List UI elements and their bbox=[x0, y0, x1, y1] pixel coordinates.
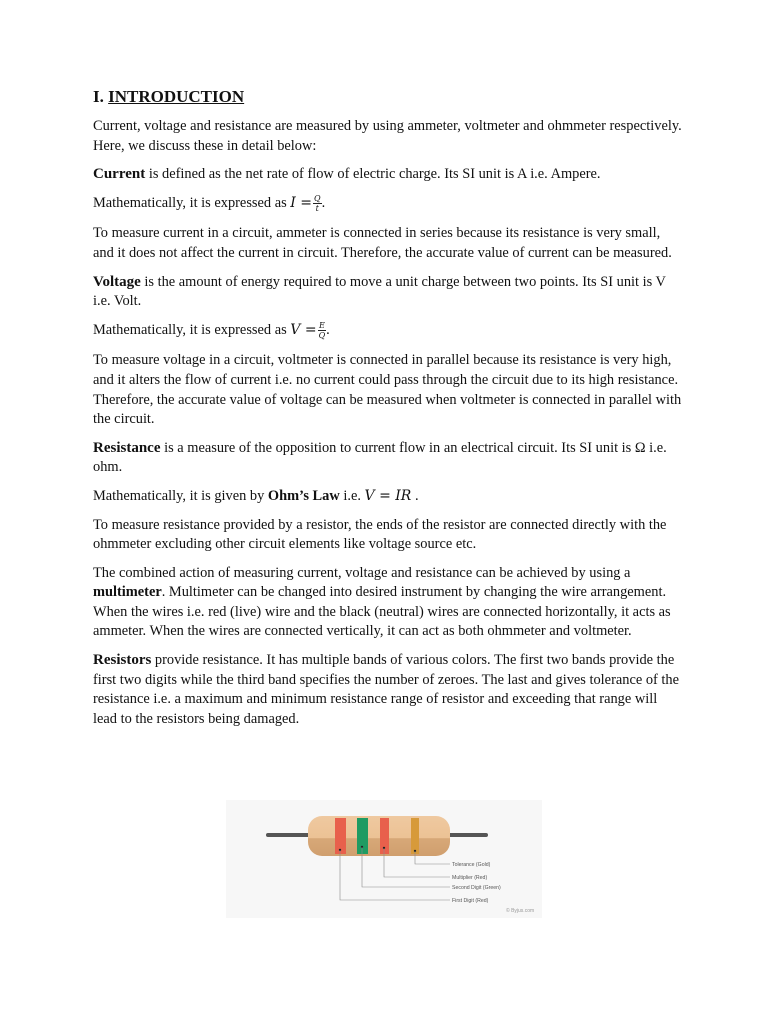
current-fraction-numerator: Q bbox=[314, 193, 321, 203]
label-second-digit: Second Digit (Green) bbox=[452, 885, 501, 891]
voltage-measurement-paragraph: To measure voltage in a circuit, voltmeter is connected in parallel because its resistance is very high, and it alters the flow of current i.e. no current could pass through the circuit due to its high resistance. Therefore, the accurate value of voltage can be measured when voltmeter is connected in parallel with the circuit. bbox=[93, 352, 682, 428]
band-first-digit-red bbox=[335, 818, 346, 854]
voltage-formula-prefix: Mathematically, it is expressed as bbox=[93, 321, 291, 338]
resistance-formula-end: . bbox=[411, 487, 419, 504]
resistance-formula-prefix: Mathematically, it is given by bbox=[93, 487, 268, 504]
resistance-term: Resistance bbox=[93, 439, 161, 456]
voltage-definition-text: is the amount of energy required to move a unit charge between two points. Its SI unit is V i.e. Volt. bbox=[93, 273, 666, 310]
multimeter-paragraph-post: . Multimeter can be changed into desired instrument by changing the wire arrangement. When the wires i.e. red (live) wire and the black (neutral) wires are connected horizontally, it acts as ammeter. When the wires are connected vertically, it can act as both ohmmeter and voltmeter. bbox=[93, 584, 671, 640]
resistance-formula bbox=[93, 487, 683, 507]
current-formula bbox=[93, 194, 683, 214]
current-formula-end: . bbox=[321, 194, 326, 211]
voltage-fraction bbox=[318, 321, 327, 340]
callout-line-first-digit bbox=[340, 850, 450, 900]
voltage-formula bbox=[93, 321, 683, 341]
resistors-term: Resistors bbox=[93, 652, 152, 669]
current-fraction bbox=[313, 194, 322, 213]
resistors-definition-text: provide resistance. It has multiple bands of various colors. The first two bands provide the first two digits while the third band specifies the number of zeroes. The last and gives tolerance of the resistance i.e. a maximum and minimum resistance range of resistor and exceeding that range will lead to the resistors being damaged. bbox=[93, 652, 679, 727]
intro-paragraph: Current, voltage and resistance are measured by using ammeter, voltmeter and ohmmeter respectively. Here, we discuss these in detail below: bbox=[93, 118, 682, 154]
section-number: I. bbox=[93, 87, 104, 106]
current-formula-prefix: Mathematically, it is expressed as bbox=[93, 194, 291, 211]
current-fraction-denominator: t bbox=[315, 203, 319, 213]
label-first-digit: First Digit (Red) bbox=[452, 898, 489, 904]
voltage-fraction-numerator: E bbox=[318, 320, 325, 330]
resistor-color-code-figure bbox=[226, 800, 542, 918]
resistance-definition bbox=[93, 439, 683, 478]
multimeter-paragraph-pre: The combined action of measuring current, voltage and resistance can be achieved by using a bbox=[93, 564, 631, 581]
label-tolerance: Tolerance (Gold) bbox=[452, 862, 491, 868]
resistance-formula-mid: i.e. bbox=[339, 487, 365, 504]
band-tolerance-gold bbox=[411, 818, 419, 854]
voltage-term: Voltage bbox=[93, 273, 141, 290]
band-second-digit-green bbox=[357, 818, 368, 854]
resistance-definition-text: is a measure of the opposition to current flow in an electrical circuit. Its SI unit is Ω i.e. ohm. bbox=[93, 439, 667, 476]
right-lead-wire bbox=[448, 833, 488, 837]
ohms-law-term: Ohm’s Law bbox=[267, 487, 340, 504]
current-term: Current bbox=[93, 166, 146, 183]
section-title: INTRODUCTION bbox=[108, 87, 245, 106]
resistor-diagram bbox=[226, 800, 542, 918]
current-formula-lhs: I = bbox=[290, 194, 312, 211]
multimeter-paragraph bbox=[93, 564, 683, 642]
resistance-measurement-paragraph: To measure resistance provided by a resistor, the ends of the resistor are connected directly with the ohmmeter excluding other circuit elements like voltage source etc. bbox=[93, 516, 667, 553]
current-measurement-paragraph: To measure current in a circuit, ammeter is connected in series because its resistance is very small, and it does not affect the current in circuit. Therefore, the accurate value of current can be measured. bbox=[93, 225, 672, 261]
current-definition bbox=[93, 165, 683, 185]
left-lead-wire bbox=[266, 833, 310, 837]
resistors-paragraph bbox=[93, 651, 683, 729]
document-page bbox=[93, 84, 683, 738]
voltage-formula-end: . bbox=[326, 321, 330, 338]
voltage-formula-lhs: V = bbox=[290, 321, 317, 338]
figure-watermark: © Byjus.com bbox=[506, 908, 535, 914]
multimeter-term: multimeter bbox=[93, 584, 162, 601]
section-heading bbox=[93, 84, 683, 110]
voltage-fraction-denominator: Q bbox=[318, 330, 326, 340]
current-definition-text: is defined as the net rate of flow of electric charge. Its SI unit is A i.e. Ampere. bbox=[145, 166, 601, 183]
label-multiplier: Multiplier (Red) bbox=[452, 875, 488, 881]
resistor-body bbox=[308, 816, 450, 856]
voltage-definition bbox=[93, 273, 683, 312]
resistance-formula-equation: V = IR bbox=[364, 487, 412, 504]
